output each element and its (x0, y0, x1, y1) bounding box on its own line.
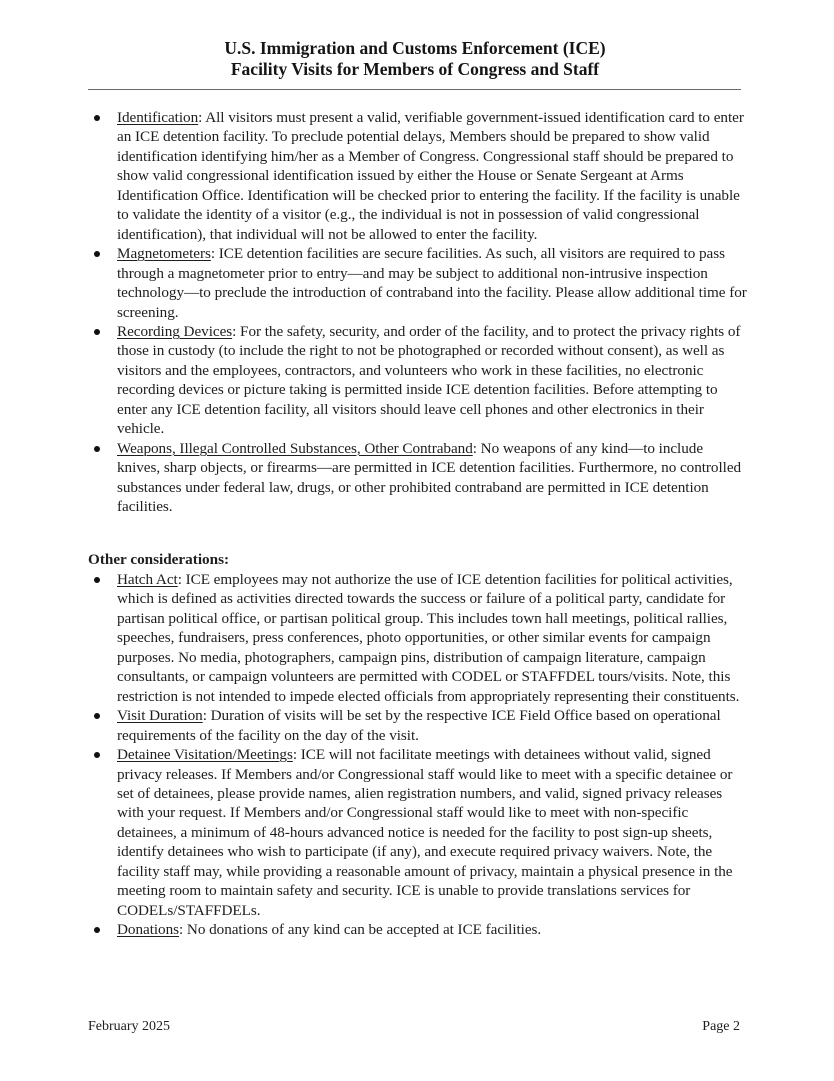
item-text: : Duration of visits will be set by the respective ICE Field Office based on operational requirements of the facility on the day of the visit. (117, 707, 721, 744)
footer-page-number: Page 2 (702, 1019, 740, 1034)
bullet-icon (94, 446, 100, 452)
bullet-icon (94, 713, 100, 719)
item-term: Identification (117, 109, 199, 126)
list-item-detainee-visitation (88, 745, 748, 920)
item-text: : For the safety, security, and order of the facility, and to protect the privacy rights of those in custody (to include the right to not be photographed or recorded without consent), as well as visitors and the employees, contractors, and volunteers who work in these facilities, no electronic recording devices or picture taking is permitted inside ICE detention facilities. Before attempting to enter any ICE detention facility, all visitors should leave cell phones and other electronics in their vehicle. (117, 322, 741, 438)
list-item-magnetometers (88, 244, 748, 322)
document-header (88, 38, 742, 80)
item-text: : ICE employees may not authorize the use of ICE detention facilities for political activities, which is defined as activities directed towards the success or failure of a political party, candidate for partisan political office, or partisan political group. This includes town hall meetings, political rallies, speeches, fundraisers, press conferences, photo opportunities, or other similar events for campaign purposes. No media, photographers, campaign pins, distribution of campaign literature, campaign consultants, or campaign volunteers are permitted with CODEL or STAFFDEL tours/visits. Note, this restriction is not intended to impede elected officials from appropriately representing their constituents. (117, 571, 740, 705)
footer-date: February 2025 (88, 1019, 171, 1034)
item-term: Donations (117, 921, 179, 939)
requirements-list (88, 108, 748, 517)
list-item-visit-duration (88, 706, 748, 745)
item-term: Visit Duration (117, 707, 203, 725)
item-term: Recording Devices (117, 322, 233, 340)
bullet-icon (94, 329, 100, 335)
item-term: Magnetometers (117, 245, 211, 263)
bullet-icon (94, 752, 100, 758)
list-item-donations (88, 920, 748, 939)
item-term: Weapons, Illegal Controlled Substances, Other Contraband (117, 439, 473, 457)
document-subtitle: Facility Visits for Members of Congress and Staff (230, 59, 600, 79)
item-term: Detainee Visitation/Meetings (117, 746, 293, 764)
item-text: : No weapons of any kind—to include knives, sharp objects, or firearms—are permitted in ICE detention facilities. Furthermore, no controlled substances under federal law, drugs, or other prohibited contraband are permitted in ICE detention facilities. (117, 439, 742, 516)
list-item-hatch-act (88, 570, 748, 706)
list-item-recording-devices (88, 322, 748, 439)
item-text: : ICE will not facilitate meetings with detainees without valid, signed privacy releases. If Members and/or Congressional staff would like to meet with a specific detainee or set of detainees, please provide names, alien registration numbers, and valid, signed privacy releases with your request. If Members and/or Congressional staff would like to meet with non-specific detainees, a minimum of 48-hours advanced notice is needed for the facility to post sign-up sheets, identify detainees who wish to participate (if any), and execute required privacy waivers. Note, the facility staff may, while providing a reasonable amount of privacy, maintain a physical presence in the meeting room to maintain safety and security. ICE is unable to provide translations services for CODELs/STAFFDELs. (117, 746, 733, 919)
item-term: Hatch Act (117, 571, 178, 588)
other-considerations-heading: Other considerations: (88, 551, 230, 568)
other-considerations-list (88, 570, 748, 940)
list-item-identification (88, 108, 748, 244)
item-text: : ICE detention facilities are secure facilities. As such, all visitors are required to pass through a magnetometer prior to entry—and may be subject to additional non-intrusive inspection technology—to preclude the introduction of contraband into the facility. Please allow additional time for screening. (117, 245, 747, 321)
item-text: : All visitors must present a valid, verifiable government-issued identification card to enter an ICE detention facility. To preclude potential delays, Members should be prepared to show valid identification identifying him/her as a Member of Congress. Congressional staff should be prepared to show valid congressional identification issued by either the House or Senate Sergeant at Arms Identification Office. Identification will be checked prior to entering the facility. If the facility is unable to validate the identity of a visitor (e.g., the individual is not in possession of valid congressional identification), that individual will not be allowed to enter the facility. (117, 109, 744, 243)
list-item-weapons (88, 439, 748, 517)
bullet-icon (94, 115, 100, 121)
item-text: : No donations of any kind can be accepted at ICE facilities. (178, 921, 542, 939)
bullet-icon (94, 577, 100, 583)
header-divider (88, 89, 741, 90)
document-title: U.S. Immigration and Customs Enforcement (ICE) (224, 38, 606, 58)
bullet-icon (94, 927, 100, 933)
bullet-icon (94, 251, 100, 257)
